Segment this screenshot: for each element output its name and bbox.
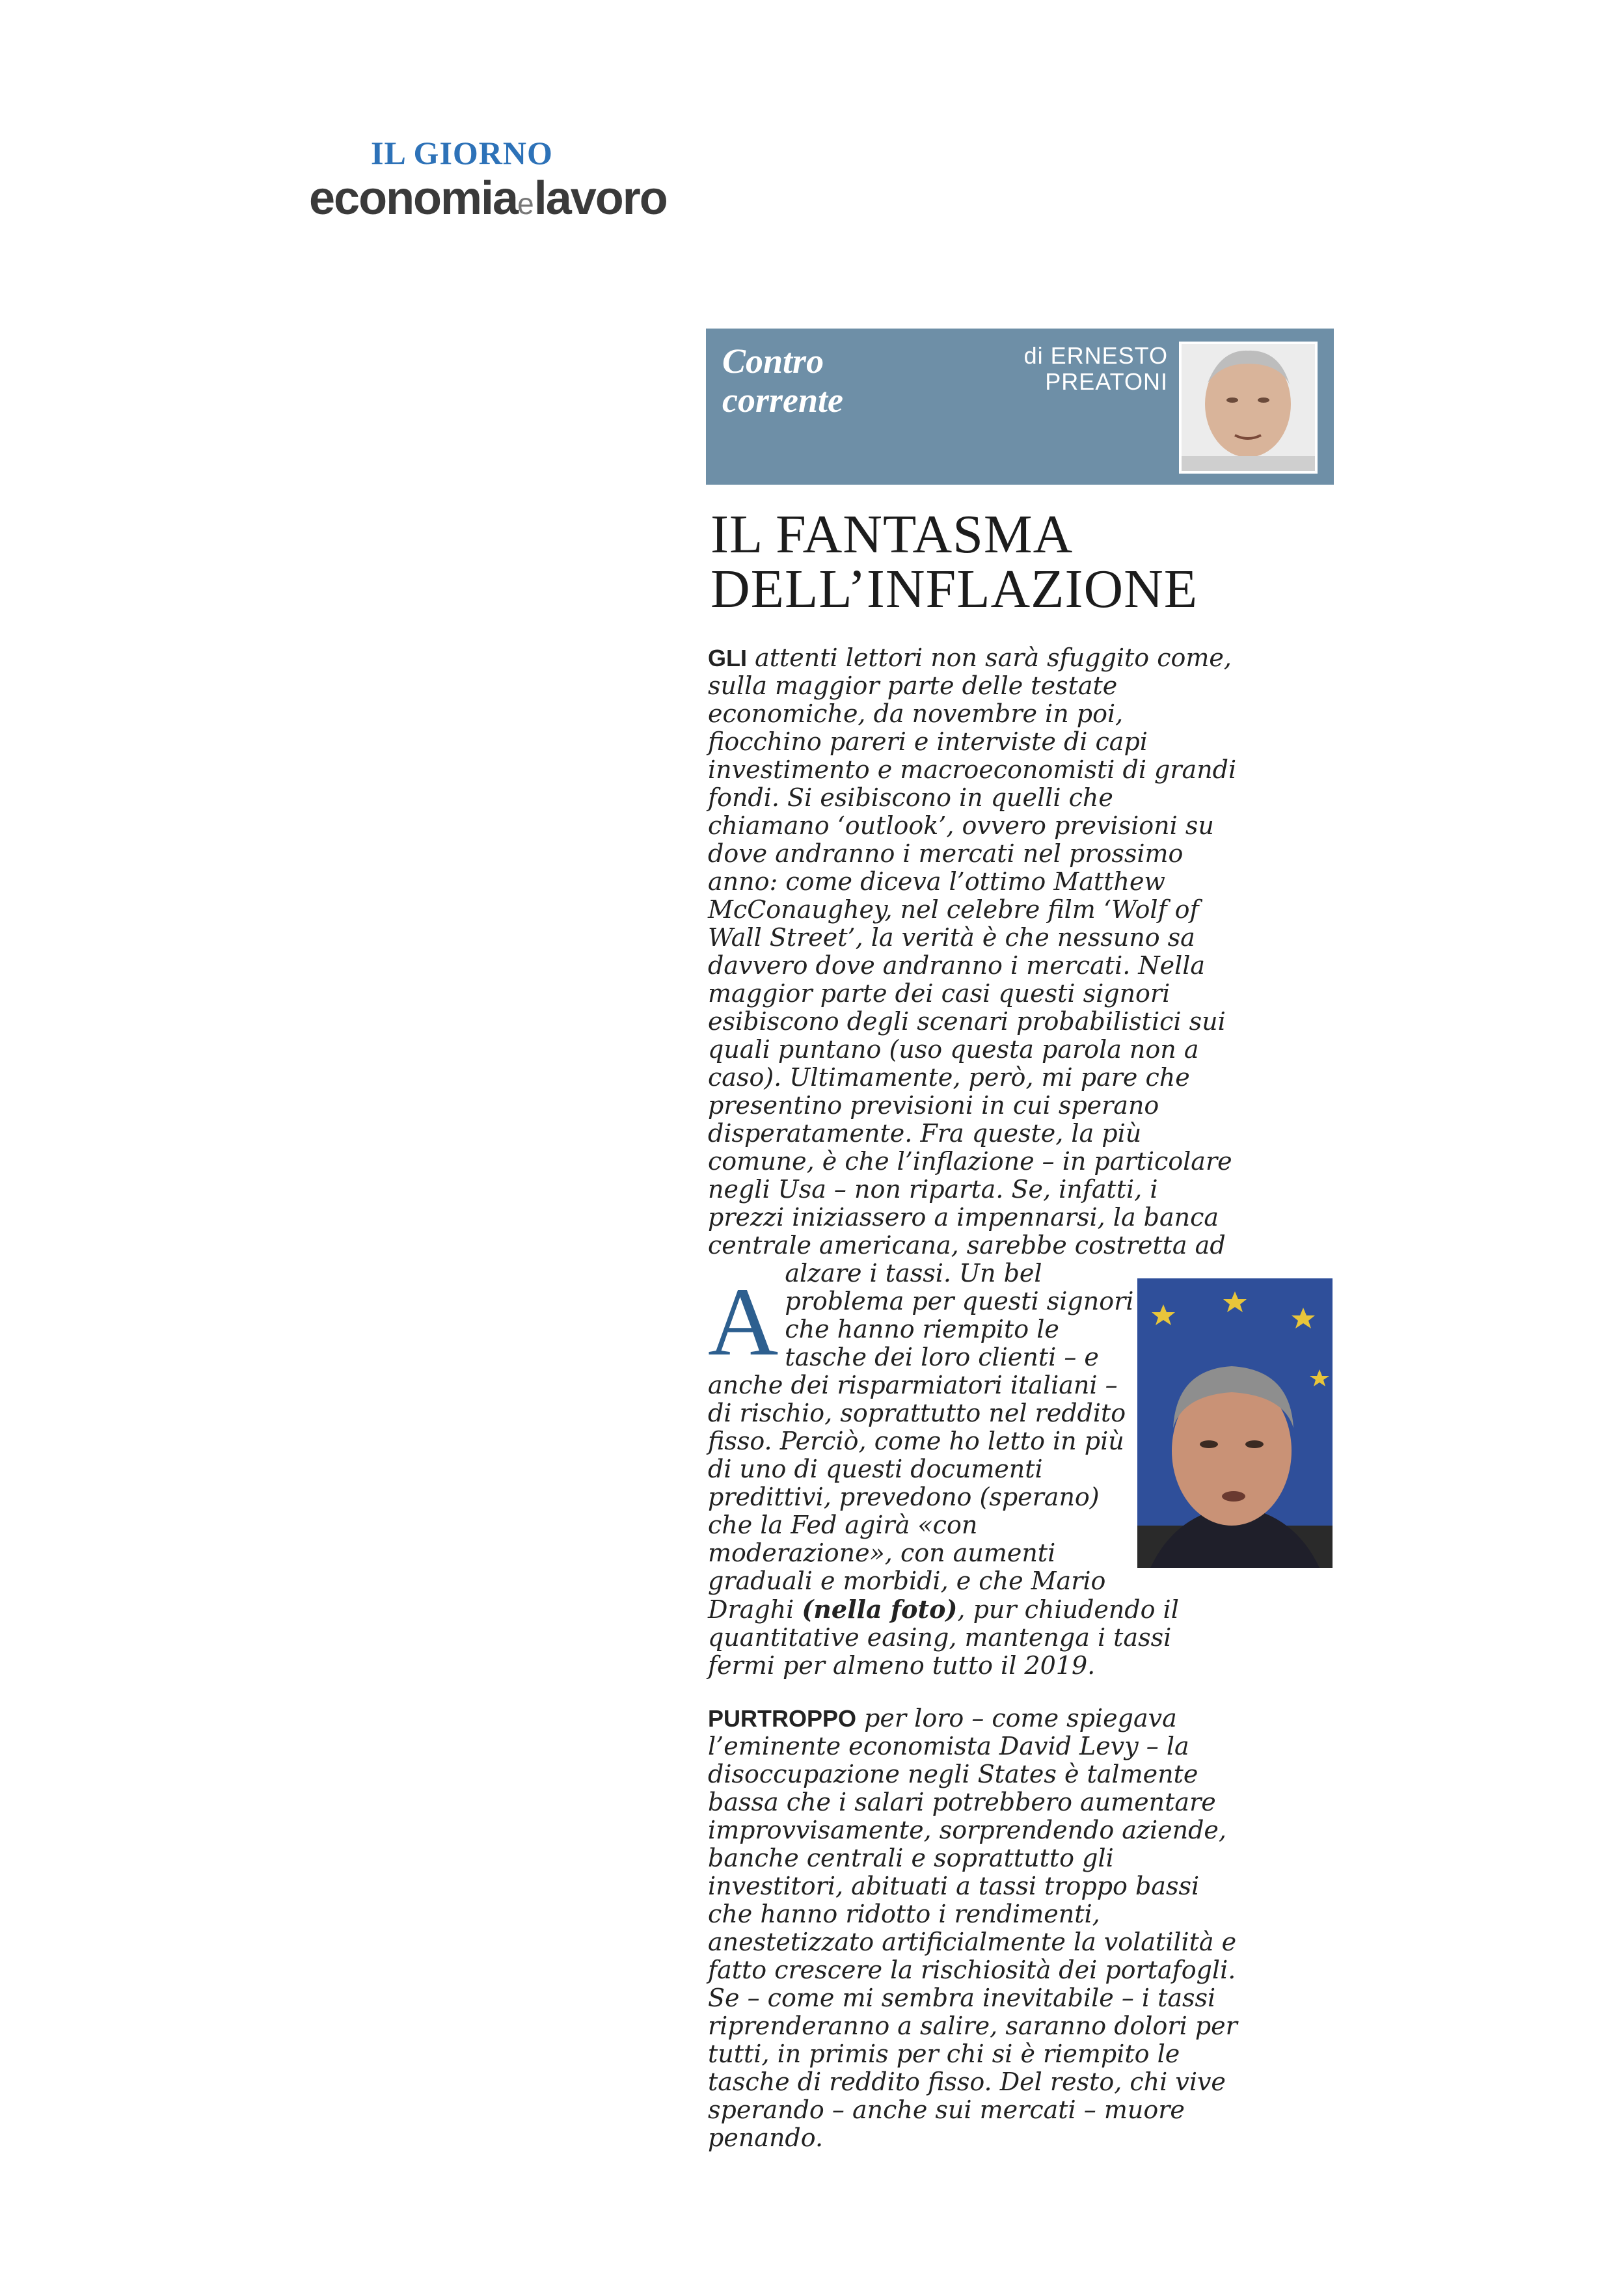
photo-wrap-spacer [1137, 1278, 1261, 1571]
column-title-line: Contro [722, 342, 824, 381]
column-title-line: corrente [722, 381, 843, 420]
paragraph-text: attenti lettori non sarà sfuggito come, sulla maggior parte delle testate economiche, da novembre in poi, fiocchino pareri e interviste di capi investimento e macroeconomisti di grandi fondi. Si esibiscono in quelli che chiamano ‘outlook’, ovvero previsioni su dove andranno i mercati nel prossimo anno: come diceva l’ottimo Matthew McConaughey, nel celebre film ‘Wolf of Wall Street’, la verità è che nessuno sa davvero dove andranno i mercati. Nella maggior parte dei casi questi signori esibiscono degli scenari probabilistici sui quali puntano (uso questa parola non a caso). Ultimamente, però, mi pare che presentino previsioni in cui sperano disperatamente. Fra queste, la più comune, è che l’inflazione – in particolare negli Usa – non riparta. Se, infatti, i prezzi iniziassero a impennarsi, la banca centrale americana, sarebbe costretta ad alzare i tassi. Un bel problema per questi signori che hanno riempito le tasche dei loro clienti – e anche dei risparmiatori italiani – di rischio, soprattutto nel reddito fisso. Perciò, come ho letto in più di uno di questi documenti predittivi, prevedono (sperano) che la Fed agirà «con moderazione», con aumenti graduali e morbidi, e che Mario Draghi [708, 643, 1237, 1624]
headline-line: DELL’INFLAZIONE [710, 559, 1198, 619]
masthead-section-part: lavoro [534, 172, 667, 224]
paragraph-text: per loro – come spiegava l’eminente economista David Levy – la disoccupazione negli States è talmente bassa che i salari potrebbero aumentare improvvisamente, sorprendendo aziende, banche centrali e soprattutto gli investitori, abituati a tassi troppo bassi che hanno ridotto i rendimenti, anestetizzato artificialmente la volatilità e fatto crescere la rischiosità dei portafogli. Se – come mi sembra inevitabile – i tassi riprenderanno a salire, saranno dolori per tutti, in primis per chi si è riempito le tasche di reddito fisso. Del resto, chi vive sperando – anche sui mercati – muore penando. [708, 1704, 1238, 2152]
column-header [706, 329, 1334, 485]
headline [710, 504, 1348, 619]
drop-cap: A [708, 1268, 779, 1376]
column-author [1024, 343, 1168, 395]
paragraph [708, 644, 1241, 1680]
masthead-title: IL GIORNO [371, 135, 553, 171]
paragraph [708, 1704, 1241, 2152]
lead-caps: GLI [708, 645, 747, 671]
masthead-section-connector: e [517, 187, 534, 221]
article-body [708, 644, 1241, 2152]
photo-caption-ref: (nella foto) [802, 1595, 958, 1624]
masthead-section-part: economia [309, 172, 518, 224]
masthead-section [309, 172, 667, 230]
author-first-name: ERNESTO [1050, 342, 1168, 369]
author-last-name: PREATONI [1045, 368, 1168, 395]
author-photo [1179, 342, 1318, 474]
paragraph-text: , pur chiudendo il quantitative easing, mantenga i tassi fermi per almeno tutto il 2019. [708, 1595, 1179, 1680]
column-title [722, 342, 843, 420]
author-prefix: di [1023, 342, 1044, 369]
lead-caps: PURTROPPO [708, 1705, 857, 1732]
headline-line: IL FANTASMA [710, 504, 1074, 565]
